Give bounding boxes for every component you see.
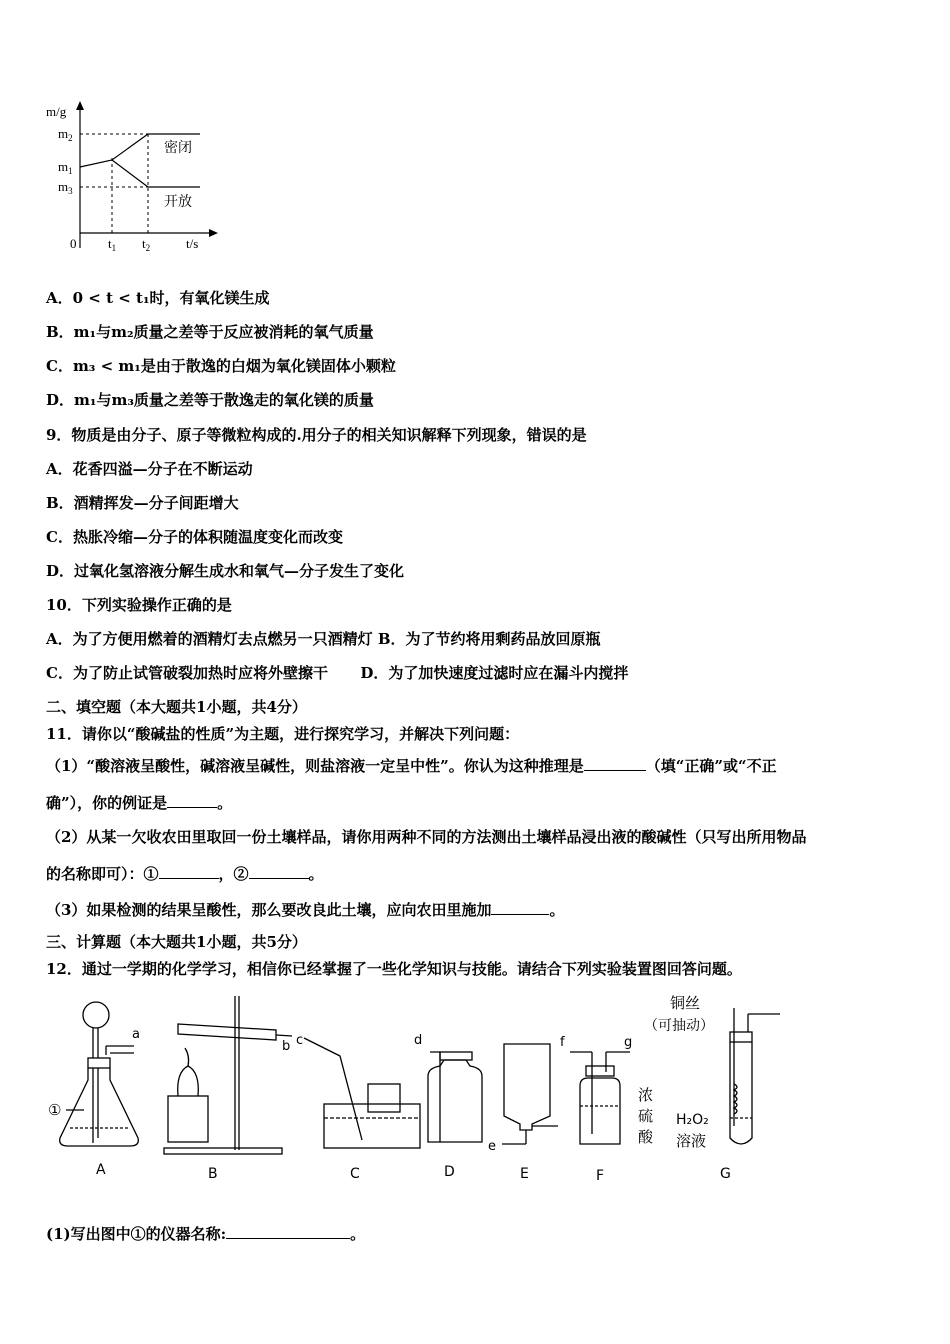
answer-blank-1[interactable]	[584, 755, 646, 771]
label-f: F	[596, 1168, 605, 1184]
q11-part1-line1: （1）“酸溶液呈酸性，碱溶液呈碱性，则盐溶液一定呈中性”。你认为这种推理是 （填“正确”或“不正	[46, 757, 777, 775]
apparatus-d	[414, 1033, 482, 1180]
answer-blank-5[interactable]	[491, 899, 549, 915]
q10-stem: 10．下列实验操作正确的是	[46, 596, 232, 614]
label-closed: 密闭	[164, 140, 192, 156]
apparatus-e	[488, 1044, 558, 1182]
label-open: 开放	[164, 194, 192, 210]
port-a: a	[132, 1027, 140, 1042]
apparatus-f	[560, 1035, 654, 1184]
q10-option-c: C．为了防止试管破裂加热时应将外壁擦干	[46, 664, 328, 682]
label-e: E	[520, 1166, 529, 1182]
open-curve	[112, 160, 200, 187]
q11-part2-line2: 的名称即可）：① ，② 。	[46, 865, 324, 883]
apparatus-c	[296, 1033, 423, 1182]
port-b: b	[282, 1039, 291, 1054]
label-d: D	[444, 1164, 455, 1180]
graph-ylabel: m/g	[46, 104, 67, 119]
label-a: A	[96, 1162, 106, 1178]
q10-option-cd	[46, 662, 628, 683]
tick-t1: $t_1$	[108, 236, 117, 253]
q11-part2-line1: （2）从某一欠收农田里取回一份土壤样品，请你用两种不同的方法测出土壤样品浸出液的酸碱性（只写出所用物品	[46, 828, 807, 846]
q9-option-a: A．花香四溢—分子在不断运动	[46, 460, 253, 478]
apparatus-g	[644, 994, 780, 1182]
q12-part1: (1)写出图中①的仪器名称: 。	[46, 1225, 366, 1243]
q11-stem: 11．请你以“酸碱盐的性质”为主题，进行探究学习，并解决下列问题：	[46, 725, 520, 743]
answer-blank-3[interactable]	[159, 863, 219, 879]
apparatus-a	[48, 1002, 140, 1178]
apparatus-b	[164, 996, 292, 1182]
q12-stem: 12．通过一学期的化学学习，相信你已经掌握了一些化学知识与技能。请结合下列实验装置图回答问题。	[46, 960, 742, 978]
q10-option-ab: A．为了方便用燃着的酒精灯去点燃另一只酒精灯 B．为了节约将用剩药品放回原瓶	[46, 630, 601, 648]
label-c: C	[350, 1166, 360, 1182]
label-g: G	[720, 1166, 731, 1182]
tick-m3: $m_3$	[58, 179, 73, 196]
q9-option-c: C．热胀冷缩—分子的体积随温度变化而改变	[46, 528, 343, 546]
tick-m1: $m_1$	[58, 159, 73, 176]
q8-option-c: C．m₃ < m₁是由于散逸的白烟为氧化镁固体小颗粒	[46, 357, 396, 375]
acid-char-2: 硫	[638, 1107, 654, 1125]
q11-part3: （3）如果检测的结果呈酸性，那么要改良此土壤，应向农田里施加 。	[46, 901, 565, 919]
q8-option-a: A．0 < t < t₁时，有氧化镁生成	[46, 289, 270, 307]
graph-xlabel: t/s	[186, 236, 199, 251]
answer-blank-6[interactable]	[226, 1223, 350, 1239]
q9-option-b: B．酒精挥发—分子间距增大	[46, 494, 239, 512]
port-d: d	[414, 1033, 423, 1048]
answer-blank-2[interactable]	[167, 792, 217, 808]
mass-time-graph	[40, 98, 240, 253]
answer-blank-4[interactable]	[249, 863, 309, 879]
section-3-heading: 三、计算题（本大题共1小题，共5分）	[46, 933, 307, 951]
y-axis-arrow	[76, 101, 84, 110]
tick-t2: $t_2$	[142, 236, 151, 253]
solution-label: 溶液	[676, 1132, 707, 1150]
port-c: c	[296, 1033, 304, 1048]
label-b: B	[208, 1166, 218, 1182]
q9-option-d: D．过氧化氢溶液分解生成水和氧气—分子发生了变化	[46, 562, 405, 580]
graph-origin: 0	[70, 236, 77, 251]
x-axis-arrow	[209, 229, 218, 237]
q11-part1-line2: 确”），你的例证是 。	[46, 794, 233, 812]
circle-one: ①	[48, 1101, 62, 1119]
port-e: e	[488, 1139, 496, 1154]
acid-char-1: 浓	[638, 1086, 654, 1104]
copper-note: （可抽动）	[644, 1018, 714, 1034]
q8-option-d: D．m₁与m₃质量之差等于散逸走的氧化镁的质量	[46, 391, 374, 409]
q8-option-b: B．m₁与m₂质量之差等于反应被消耗的氧气质量	[46, 323, 374, 341]
section-2-heading: 二、填空题（本大题共1小题，共4分）	[46, 698, 307, 716]
q10-option-d: D．为了加快速度过滤时应在漏斗内搅拌	[360, 664, 629, 682]
copper-label: 铜丝	[670, 994, 701, 1012]
port-g: g	[624, 1035, 633, 1050]
port-f: f	[560, 1035, 565, 1050]
q9-stem: 9．物质是由分子、原子等微粒构成的.用分子的相关知识解释下列现象，错误的是	[46, 426, 587, 444]
tick-m2: $m_2$	[58, 126, 73, 143]
apparatus-figure	[40, 988, 800, 1188]
h2o2-label: H₂O₂	[676, 1112, 709, 1128]
acid-char-3: 酸	[638, 1128, 654, 1146]
